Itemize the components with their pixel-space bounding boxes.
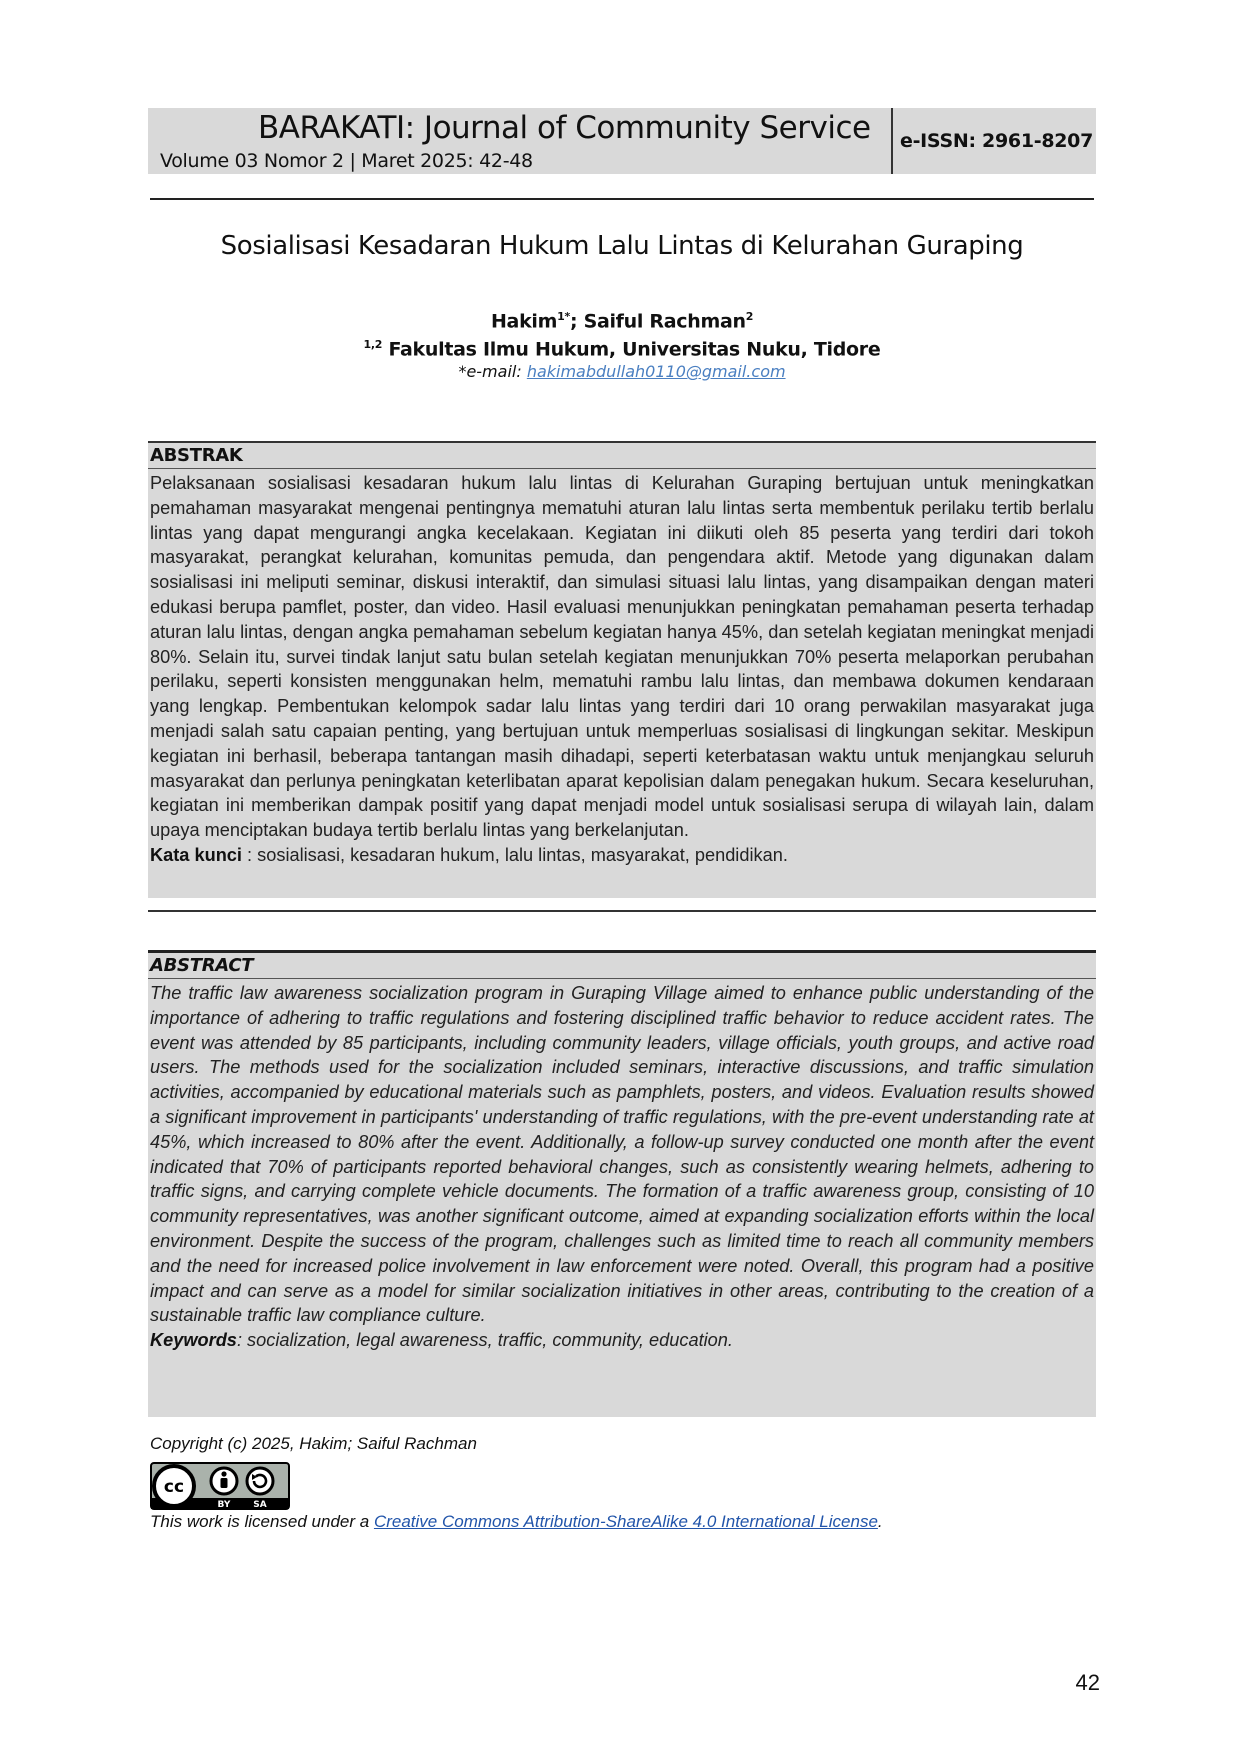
abstrak-keywords [150, 843, 1094, 868]
keywords-text: : socialization, legal awareness, traffic, community, education. [236, 1330, 733, 1351]
paper-title: Sosialisasi Kesadaran Hukum Lalu Lintas di Kelurahan Guraping [220, 231, 1024, 261]
authors [150, 304, 1094, 334]
email-link[interactable]: hakimabdullah0110@gmail.com [526, 362, 786, 381]
header-divider [891, 108, 893, 174]
copyright: Copyright (c) 2025, Hakim; Saiful Rachman [150, 1434, 477, 1453]
cc-by-sa-badge-icon[interactable] [150, 1462, 290, 1510]
abstrak-box [148, 441, 1096, 898]
section-rule [148, 910, 1096, 912]
keywords-text: : sosialisasi, kesadaran hukum, lalu lintas, masyarakat, pendidikan. [241, 844, 788, 865]
abstract-body [148, 981, 1096, 1353]
cc-label: cc [163, 1477, 185, 1497]
license-link[interactable]: Creative Commons Attribution-ShareAlike 4.0 International License [373, 1512, 878, 1531]
author-mark: 1* [557, 310, 570, 323]
affiliation-text: Fakultas Ilmu Hukum, Universitas Nuku, Tidore [382, 338, 881, 361]
keywords-label: Kata kunci [150, 844, 242, 865]
author-separator: ; [569, 310, 584, 333]
abstract-keywords [150, 1328, 1094, 1353]
license-prefix: This work is licensed under a [150, 1512, 374, 1531]
author-mark: 2 [745, 310, 754, 323]
email-line [150, 360, 1094, 384]
volume-info: Volume 03 Nomor 2 | Maret 2025: 42-48 [160, 150, 533, 172]
license-suffix: . [877, 1512, 883, 1531]
license-statement [150, 1512, 883, 1532]
author-name: Saiful Rachman [583, 310, 746, 333]
author-name: Hakim [490, 310, 558, 333]
header-rule [150, 198, 1094, 200]
person-icon [221, 1471, 226, 1476]
journal-title: BARAKATI: Journal of Community Service [258, 110, 871, 146]
sa-label: SA [253, 1500, 267, 1510]
email-label: *e-mail: [458, 362, 527, 381]
abstrak-heading: ABSTRAK [148, 443, 1096, 469]
by-label: BY [217, 1500, 231, 1510]
abstract-text: The traffic law awareness socialization program in Guraping Village aimed to enhance public understanding of the importance of adhering to traffic regulations and fostering disciplined traffic behavior to reduce accident rates. The event was attended by 85 participants, including community leaders, village officials, youth groups, and active road users. The methods used for the socialization included seminars, interactive discussions, and traffic simulation activities, accompanied by educational materials such as pamphlets, posters, and videos. Evaluation results showed a significant improvement in participants' understanding of traffic regulations, with the pre-event understanding rate at 45%, which increased to 80% after the event. Additionally, a follow-up survey conducted one month after the event indicated that 70% of participants reported behavioral changes, such as consistently wearing helmets, adhering to traffic signs, and carrying complete vehicle documents. The formation of a traffic awareness group, consisting of 10 community representatives, was another significant outcome, aimed at expanding socialization efforts within the local environment. Despite the success of the program, challenges such as limited time to reach all community members and the need for increased police involvement in law enforcement were noted. Overall, this program had a positive impact and can serve as a model for similar socialization initiatives in other areas, contributing to the creation of a sustainable traffic law compliance culture. [150, 983, 1094, 1326]
affiliation [150, 332, 1094, 362]
keywords-label: Keywords [150, 1330, 237, 1351]
affiliation-mark: 1,2 [363, 338, 383, 351]
abstrak-body [148, 471, 1096, 868]
abstract-box [148, 950, 1096, 1417]
issn: e-ISSN: 2961-8207 [899, 130, 1094, 152]
page-number: 42 [1075, 1670, 1100, 1695]
abstrak-text: Pelaksanaan sosialisasi kesadaran hukum lalu lintas di Kelurahan Guraping bertujuan untuk meningkatkan pemahaman masyarakat mengenai pentingnya mematuhi aturan lalu lintas serta membentuk perilaku tertib berlalu lintas yang dapat mengurangi angka kecelakaan. Kegiatan ini diikuti oleh 85 peserta yang terdiri dari tokoh masyarakat, perangkat kelurahan, komunitas pemuda, dan pengendara aktif. Metode yang digunakan dalam sosialisasi ini meliputi seminar, diskusi interaktif, dan simulasi situasi lalu lintas, yang disampaikan dengan materi edukasi berupa pamflet, poster, dan video. Hasil evaluasi menunjukkan peningkatan pemahaman peserta terhadap aturan lalu lintas, dengan angka pemahaman sebelum kegiatan hanya 45%, dan setelah kegiatan meningkat menjadi 80%. Selain itu, survei tindak lanjut satu bulan setelah kegiatan menunjukkan 70% peserta melaporkan perubahan perilaku, seperti konsisten menggunakan helm, mematuhi rambu lalu lintas, dan membawa dokumen kendaraan yang lengkap. Pembentukan kelompok sadar lalu lintas yang terdiri dari 10 orang perwakilan masyarakat juga menjadi salah satu capaian penting, yang bertujuan untuk memperluas sosialisasi di lingkungan sekitar. Meskipun kegiatan ini berhasil, beberapa tantangan masih dihadapi, seperti keterbatasan waktu untuk menjangkau seluruh masyarakat dan perlunya peningkatan keterlibatan aparat kepolisian dalam penegakan hukum. Secara keseluruhan, kegiatan ini memberikan dampak positif yang dapat menjadi model untuk sosialisasi serupa di wilayah lain, dalam upaya menciptakan budaya tertib berlalu lintas yang berkelanjutan. [150, 473, 1094, 841]
abstract-heading: ABSTRACT [148, 953, 1096, 979]
